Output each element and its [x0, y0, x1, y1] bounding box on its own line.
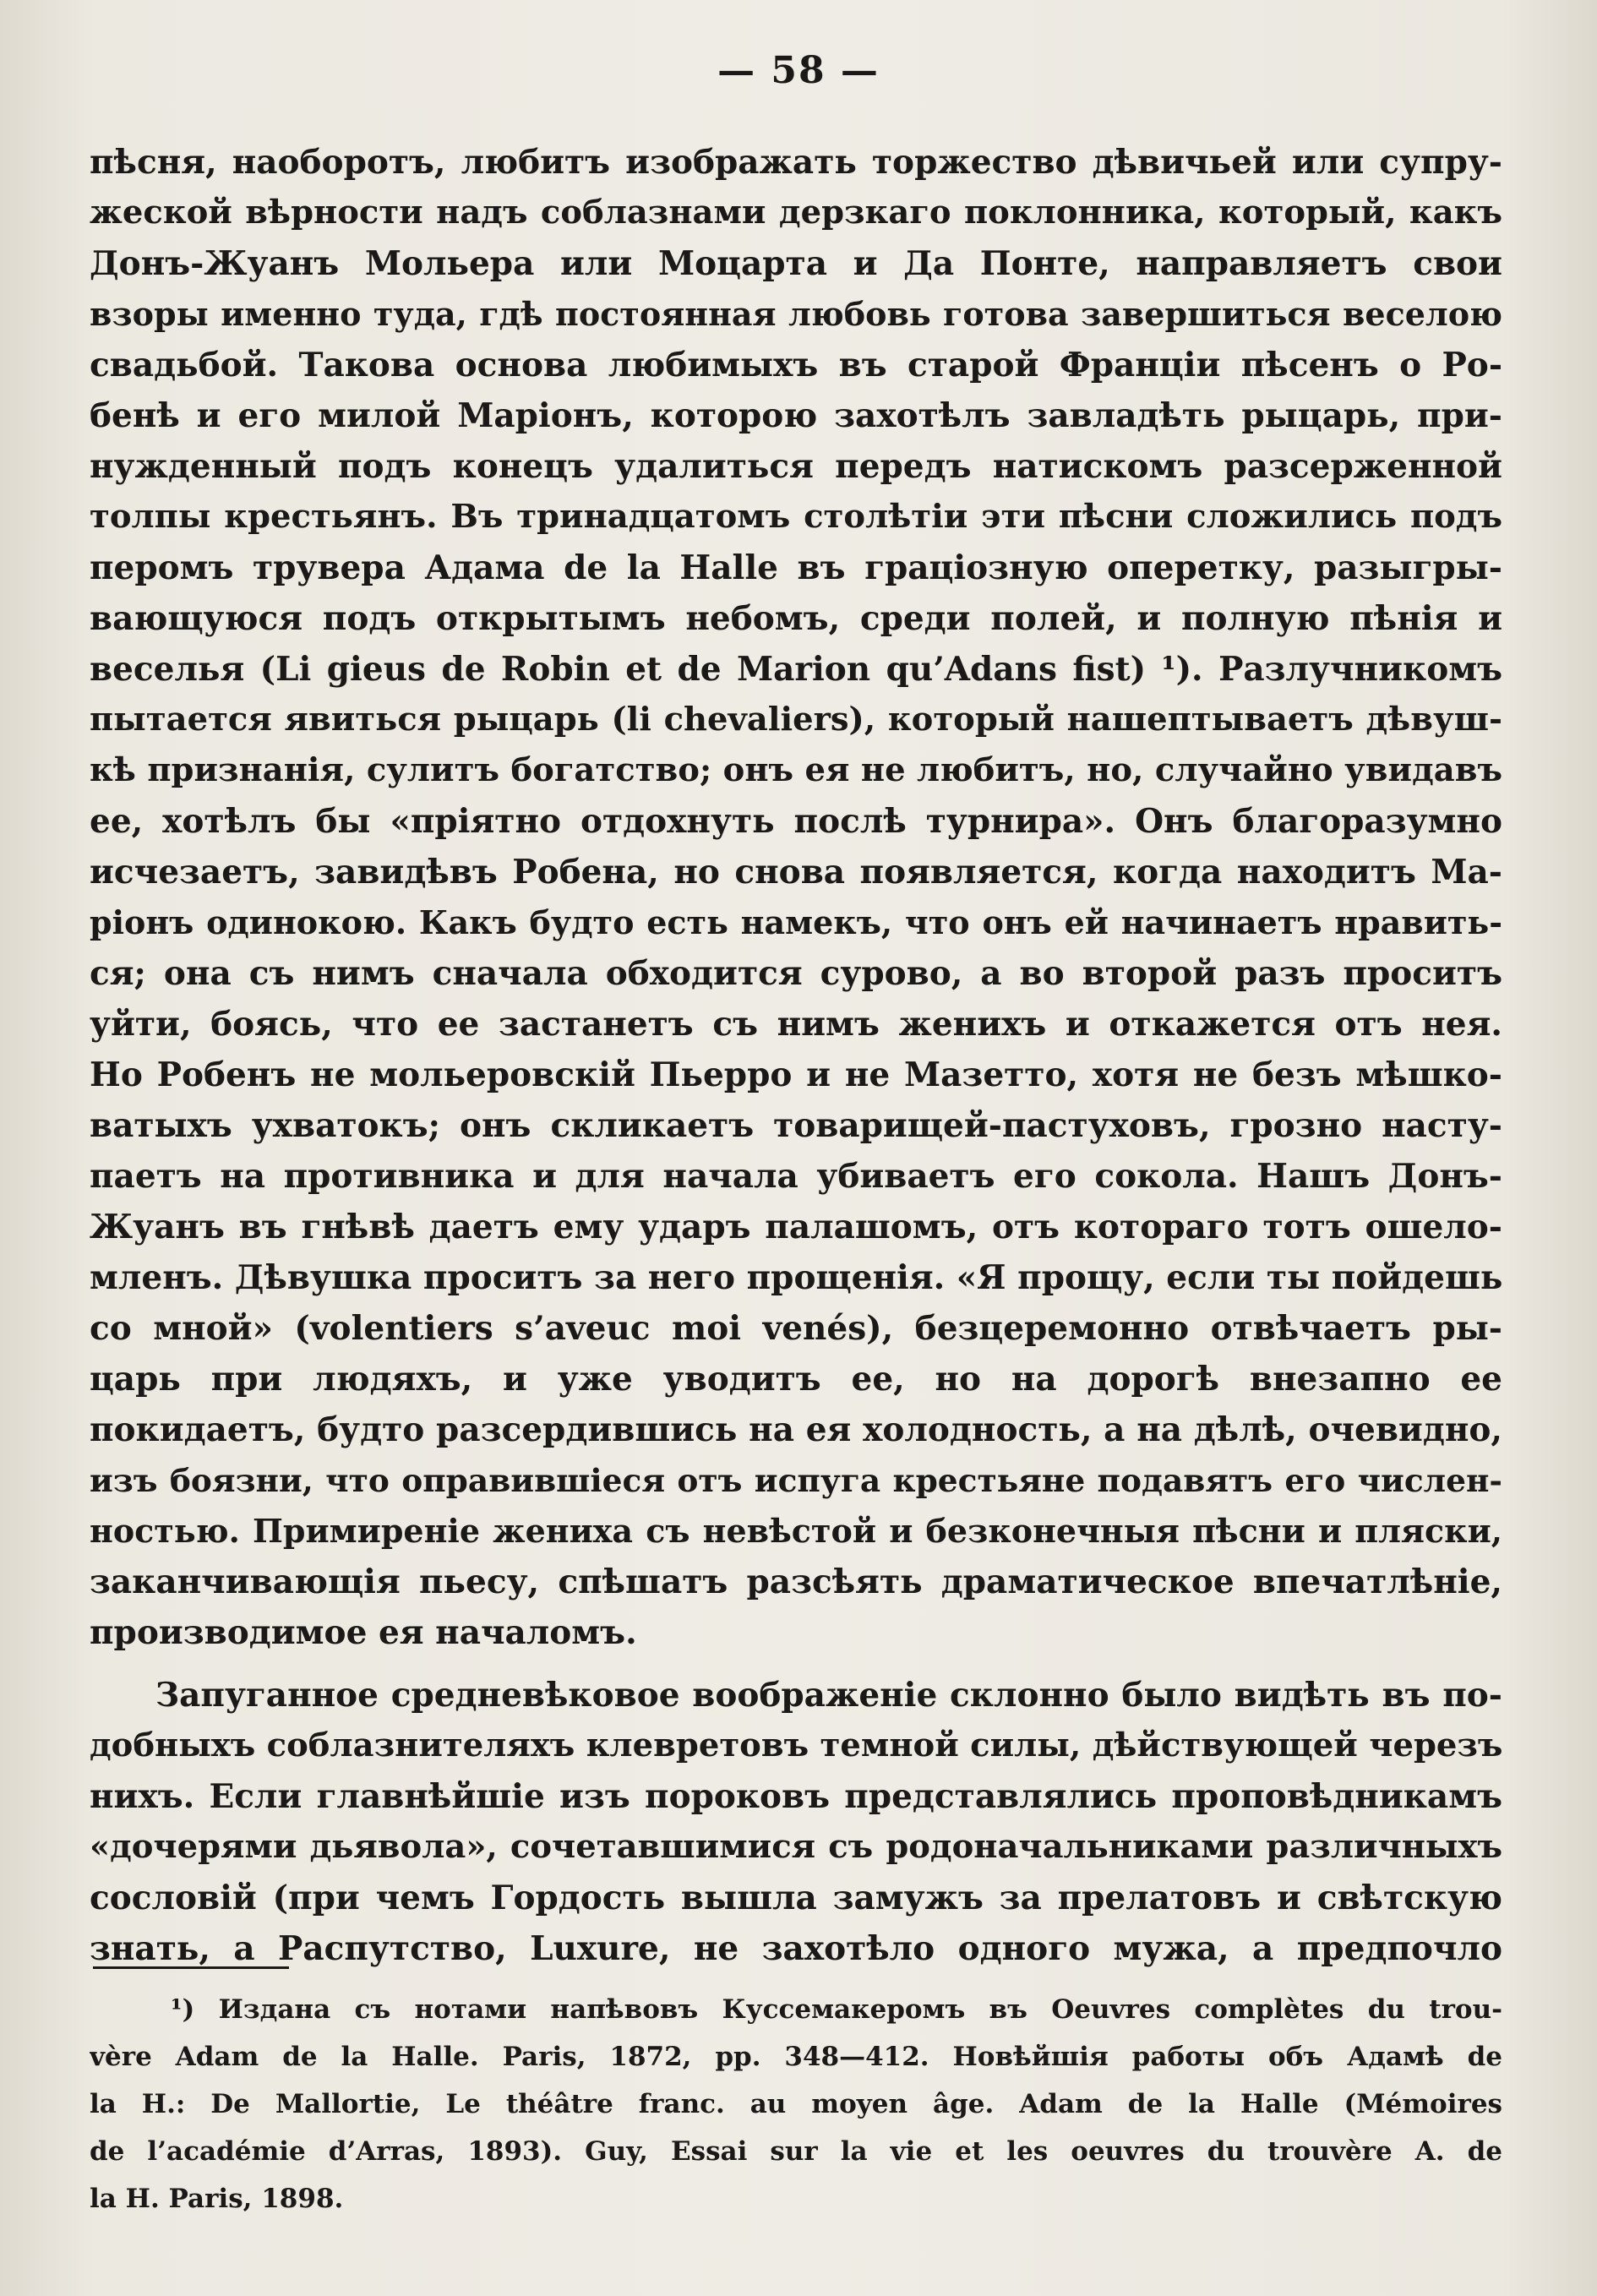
footnote-line: la H.: De Mallortie, Le théâtre franc. au moyen âge. Adam de la Halle (Mémoires	[90, 2089, 1502, 2119]
text-line: покидаетъ, будто разсердившись на ея холодность, а на дѣлѣ, очевидно,	[90, 1410, 1502, 1449]
text-line: пѣсня, наоборотъ, любитъ изображать торжество дѣвичьей или супру-	[90, 143, 1502, 182]
text-line: кѣ признанія, сулитъ богатство; онъ ея не любитъ, но, случайно увидавъ	[90, 751, 1502, 789]
text-line: производимое ея началомъ.	[90, 1613, 637, 1652]
text-line: взоры именно туда, гдѣ постоянная любовь готова завершиться веселою	[90, 295, 1502, 333]
text-line: заканчивающія пьесу, спѣшатъ разсѣять драматическое впечатлѣніе,	[90, 1562, 1502, 1601]
text-line: Донъ-Жуанъ Мольера или Моцарта и Да Понте, направляетъ свои	[90, 244, 1502, 283]
text-line: пытается явиться рыцарь (li chevaliers), который нашептываетъ дѣвуш-	[90, 701, 1502, 739]
text-line: Жуанъ въ гнѣвѣ даетъ ему ударъ палашомъ, отъ котораго тотъ ошело-	[90, 1208, 1502, 1246]
footnote-line: vère Adam de la Halle. Paris, 1872, pp. 348—412. Новѣйшія работы объ Адамѣ de	[90, 2042, 1502, 2072]
text-line: ее, хотѣлъ бы «пріятно отдохнуть послѣ турнира». Онъ благоразумно	[90, 802, 1502, 841]
text-line: толпы крестьянъ. Въ тринадцатомъ столѣтіи эти пѣсни сложились подъ	[90, 498, 1502, 536]
text-line: ватыхъ ухватокъ; онъ скликаетъ товарищей-пастуховъ, грозно насту-	[90, 1106, 1502, 1145]
text-line: Запуганное средневѣковое воображеніе склонно было видѣть въ по-	[155, 1676, 1502, 1715]
text-line: вающуюся подъ открытымъ небомъ, среди полей, и полную пѣнія и	[90, 599, 1502, 638]
text-line: свадьбой. Такова основа любимыхъ въ старой Франціи пѣсенъ о Ро-	[90, 346, 1502, 384]
paragraph-2	[90, 1670, 1502, 1974]
text-line: уйти, боясь, что ее застанетъ съ нимъ женихъ и откажется отъ нея.	[90, 1005, 1502, 1044]
page-number: — 58 —	[717, 49, 880, 92]
text-line: со мной» (volentiers s’aveuc moi venés), безцеремонно отвѣчаетъ ры-	[90, 1309, 1502, 1348]
text-line: ріонъ одинокою. Какъ будто есть намекъ, что онъ ей начинаетъ нравить-	[90, 903, 1502, 941]
paragraph-1	[90, 137, 1502, 1658]
text-line: изъ боязни, что оправившіеся отъ испуга крестьяне подавятъ его числен-	[90, 1462, 1502, 1499]
text-line: жеской вѣрности надъ соблазнами дерзкаго поклонника, который, какъ	[90, 194, 1502, 232]
text-line: перомъ трувера Адама de la Halle въ граціозную оперетку, разыгры-	[90, 548, 1502, 587]
text-line: знать, а Распутство, Luxure, не захотѣло одного мужа, а предпочло	[90, 1929, 1502, 1968]
text-line: мленъ. Дѣвушка проситъ за него прощенія. «Я прощу, если ты пойдешь	[90, 1258, 1502, 1297]
footnotes	[90, 1986, 1502, 2222]
paragraph-gap	[90, 1658, 1502, 1670]
text-line: бенѣ и его милой Маріонъ, которою захотѣлъ завладѣть рыцарь, при-	[90, 396, 1502, 435]
text-line: «дочерями дьявола», сочетавшимися съ родоначальниками различныхъ	[90, 1828, 1502, 1866]
text-line: нихъ. Если главнѣйшіе изъ пороковъ представлялись проповѣдникамъ	[90, 1777, 1502, 1816]
text-line: ностью. Примиреніе жениха съ невѣстой и безконечныя пѣсни и пляски,	[90, 1512, 1502, 1550]
main-text	[90, 137, 1502, 1974]
text-line: паетъ на противника и для начала убиваетъ его сокола. Нашъ Донъ-	[90, 1157, 1502, 1196]
footnote-divider	[93, 1966, 289, 1969]
text-line: нужденный подъ конецъ удалиться передъ натискомъ разсерженной	[90, 447, 1502, 486]
text-line: сословій (при чемъ Гордость вышла замужъ за прелатовъ и свѣтскую	[90, 1879, 1502, 1917]
text-line: царь при людяхъ, и уже уводитъ ее, но на дорогѣ внезапно ее	[90, 1360, 1502, 1399]
footnote-line: la H. Paris, 1898.	[90, 2184, 344, 2214]
text-line: добныхъ соблазнителяхъ клевретовъ темной силы, дѣйствующей черезъ	[90, 1726, 1502, 1764]
text-line: ся; она съ нимъ сначала обходится сурово, а во второй разъ проситъ	[90, 954, 1502, 993]
footnote-line: ¹) Издана съ нотами напѣвовъ Куссемакеромъ въ Oeuvres complètes du trou-	[171, 1994, 1502, 2025]
text-line: исчезаетъ, завидѣвъ Робена, но снова появляется, когда находитъ Ма-	[90, 853, 1502, 892]
footnote-line: de l’académie d’Arras, 1893). Guy, Essai sur la vie et les oeuvres du trouvère A. de	[90, 2136, 1502, 2167]
text-line: Но Робенъ не мольеровскій Пьерро и не Мазетто, хотя не безъ мѣшко-	[90, 1055, 1502, 1094]
text-line: веселья (Li gieus de Robin et de Marion qu’Adans fist) ¹). Разлучникомъ	[90, 650, 1502, 689]
